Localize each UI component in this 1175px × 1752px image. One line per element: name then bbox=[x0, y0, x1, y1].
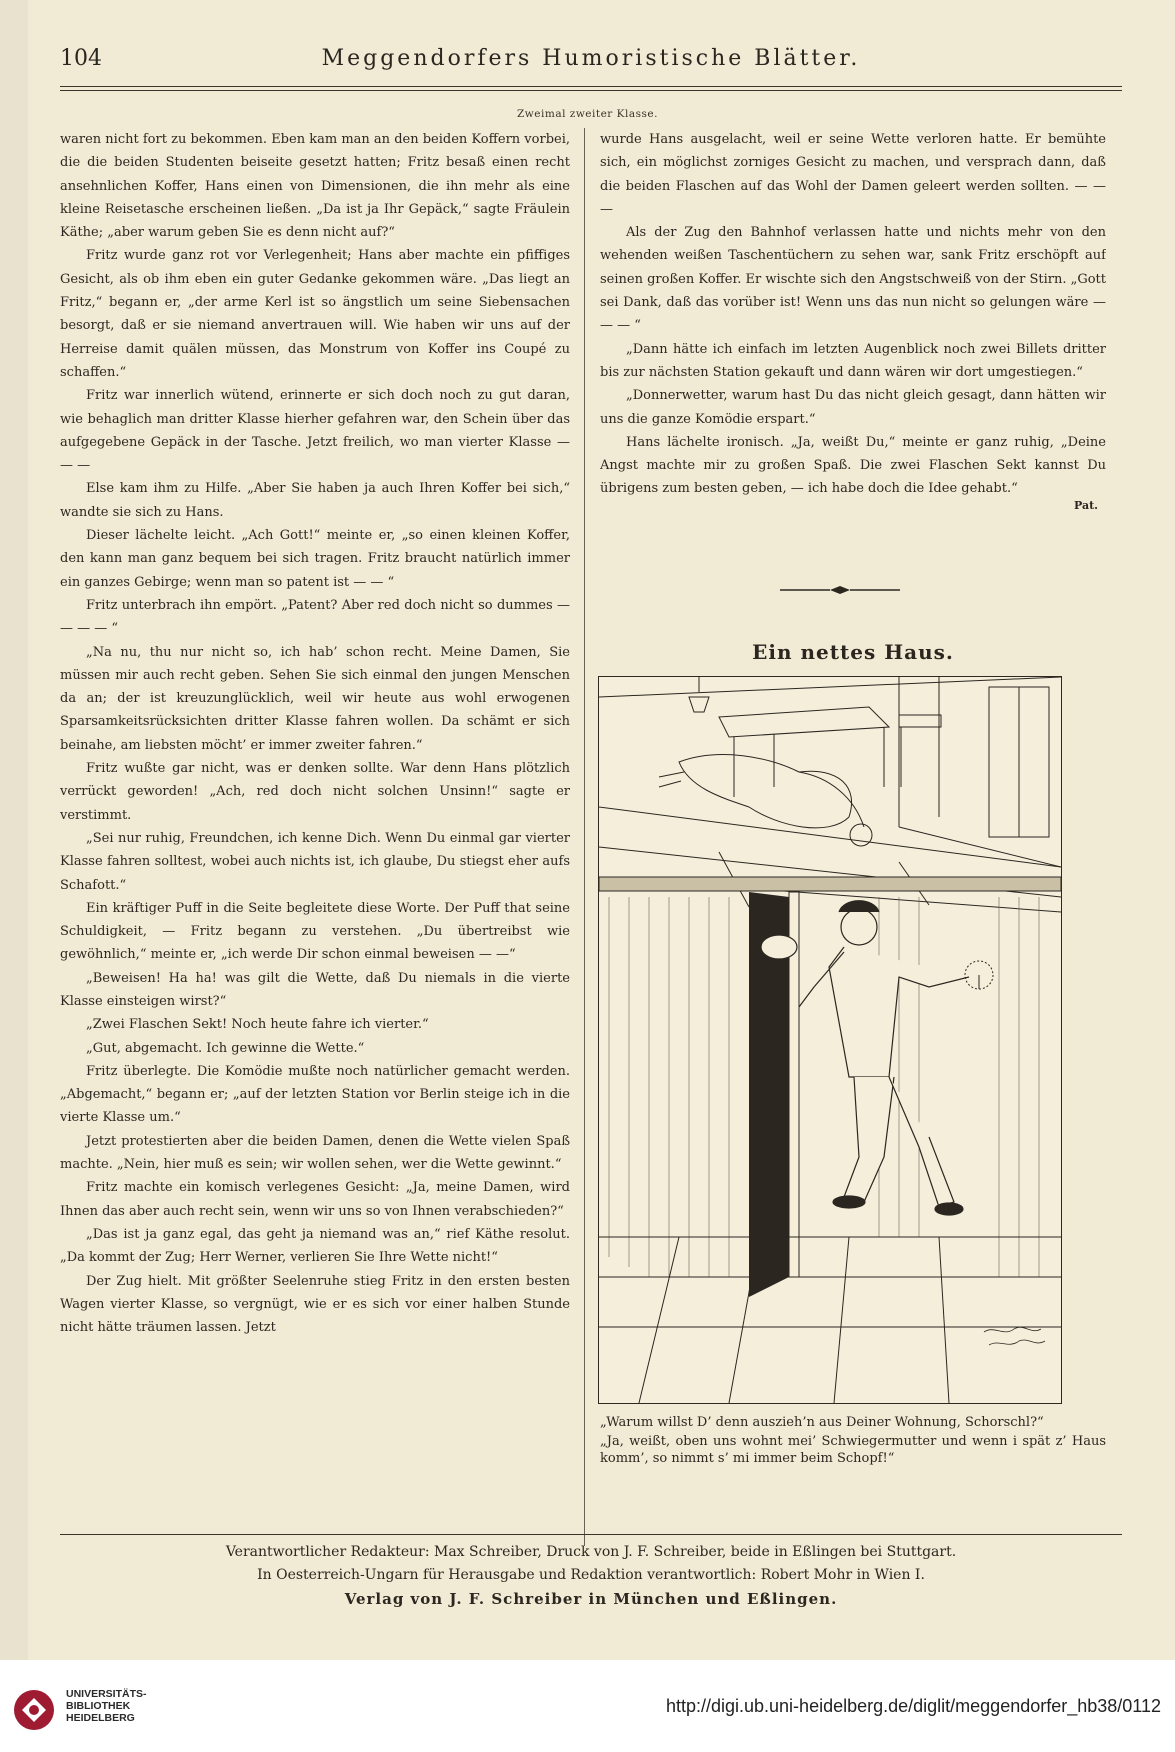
library-name: UNIVERSITÄTS- BIBLIOTHEK HEIDELBERG bbox=[66, 1688, 147, 1724]
paragraph: „Dann hätte ich einfach im letzten Augenblick noch zwei Billets dritter bis zur nächsten Station gekauft und dann wären wir dort umgestiegen.“ bbox=[600, 341, 1106, 380]
page-number: 104 bbox=[60, 46, 102, 71]
paragraph: Als der Zug den Bahnhof verlassen hatte und nichts mehr von den wehenden weißen Taschentüchern zu sehen war, sank Fritz erschöpft auf seinen großen Koffer. Er wischte sich den Angstschweiß von der Stirn. „Gott sei Dank, daß das vorüber ist! Wenn uns das nun nicht so gelungen wäre — — — “ bbox=[600, 225, 1106, 334]
illustration-title: Ein nettes Haus. bbox=[752, 640, 954, 664]
paragraph: Der Zug hielt. Mit größter Seelenruhe stieg Fritz in den ersten besten Wagen vierter Klasse, so vergnügt, wie er es sich vor einer halben Stunde nicht hätte träumen lassen. Jetzt bbox=[60, 1273, 570, 1336]
paragraph: „Donnerwetter, warum hast Du das nicht gleich gesagt, dann hätten wir uns die ganze Komödie erspart.“ bbox=[600, 388, 1106, 427]
column-separator bbox=[584, 128, 585, 1546]
running-title: Meggendorfers Humoristische Blätter. bbox=[321, 46, 861, 71]
paragraph: Jetzt protestierten aber die beiden Damen, denen die Wette vielen Spaß machte. „Nein, hier muß es sein; wir wollen sehen, wer die Wette gewinnt.“ bbox=[60, 1133, 570, 1173]
paragraph: Fritz war innerlich wütend, erinnerte er sich doch noch zu gut daran, wie behaglich man dritter Klasse hierher gefahren war, den Schein über das aufgegebene Gepäck in der Tasche. Jetzt freilich, wo man vierter Klasse — — — bbox=[60, 388, 570, 474]
paragraph: wurde Hans ausgelacht, weil er seine Wette verloren hatte. Er bemühte sich, ein möglichst zorniges Gesicht zu machen, und versprach dann, daß die beiden Flaschen auf das Wohl der Damen geleert werden sollten. — — — bbox=[600, 132, 1106, 217]
paragraph: Fritz unterbrach ihn empört. „Patent? Aber red doch nicht so dummes — — — — “ bbox=[60, 597, 570, 637]
paragraph: Fritz wußte gar nicht, was er denken sollte. War denn Hans plötzlich verrückt geworden! „Ach, red doch nicht solchen Unsinn!“ sagte er verstimmt. bbox=[60, 761, 570, 823]
paragraph: Fritz überlegte. Die Komödie mußte noch natürlicher gemacht werden. „Abgemacht,“ begann er; „auf der letzten Station vor Berlin steige ich in die vierte Klasse um.“ bbox=[60, 1063, 570, 1126]
header-rule bbox=[60, 86, 1122, 87]
paragraph: „Sei nur ruhig, Freundchen, ich kenne Dich. Wenn Du einmal gar vierter Klasse fahren solltest, wobei auch nichts ist, ich glaube, Du stiegst eher aufs Schafott.“ bbox=[60, 830, 570, 893]
paragraph: Else kam ihm zu Hilfe. „Aber Sie haben ja auch Ihren Koffer bei sich,“ wandte sie sich zu Hans. bbox=[60, 481, 570, 520]
caption-line: „Warum willst D’ denn auszieh’n aus Deiner Wohnung, Schorschl?“ bbox=[600, 1415, 1044, 1430]
source-url[interactable]: http://digi.ub.uni-heidelberg.de/diglit/meggendorfer_hb38/0112 bbox=[665, 1696, 1161, 1716]
paragraph: Fritz machte ein komisch verlegenes Gesicht: „Ja, meine Damen, wird Ihnen das aber auch recht sein, wenn wir uns so von Ihnen verabschieden?“ bbox=[60, 1180, 570, 1219]
footer-rule bbox=[60, 1534, 1122, 1535]
paragraph: „Das ist ja ganz egal, das geht ja niemand was an,“ rief Käthe resolut. „Da kommt der Zug; Herr Werner, verlieren Sie Ihre Wette nicht!“ bbox=[60, 1226, 570, 1266]
caption-line: „Ja, weißt, oben uns wohnt mei’ Schwiegermutter und wenn i spät z’ Haus komm’, so nimmt s’ mi immer beim Schopf!“ bbox=[600, 1434, 1106, 1466]
illustration-caption bbox=[600, 1414, 1106, 1469]
imprint-line: Verantwortlicher Redakteur: Max Schreiber, Druck von J. F. Schreiber, beide in Eßlingen bei Stuttgart. bbox=[225, 1544, 957, 1560]
paragraph: „Gut, abgemacht. Ich gewinne die Wette.“ bbox=[86, 1040, 365, 1056]
section-heading: Zweimal zweiter Klasse. bbox=[517, 108, 658, 120]
imprint-line: In Oesterreich-Ungarn für Herausgabe und Redaktion verantwortlich: Robert Mohr in Wien I. bbox=[257, 1567, 925, 1583]
library-bar bbox=[0, 1660, 1175, 1752]
paragraph: „Zwei Flaschen Sekt! Noch heute fahre ich vierter.“ bbox=[86, 1017, 429, 1033]
paragraph: Hans lächelte ironisch. „Ja, weißt Du,“ meinte er ganz ruhig, „Deine Angst machte mir zu großen Spaß. Die zwei Flaschen Sekt kannst Du übrigens zum besten geben, — ich habe doch die Idee gehabt.“ bbox=[600, 434, 1106, 497]
paragraph: waren nicht fort zu bekommen. Eben kam man an den beiden Koffern vorbei, die die beiden Studenten beiseite gesetzt hatten; Fritz besaß einen recht ansehnlichen Koffer, Hans einen von Dimensionen, die ihn mehr als eine kleine Reisetasche erscheinen ließen. „Da ist ja Ihr Gepäck,“ sagte Fräulein Käthe; „aber warum geben Sie es denn nicht auf?“ bbox=[60, 132, 570, 241]
paragraph: „Beweisen! Ha ha! was gilt die Wette, daß Du niemals in die vierte Klasse einsteigen wirst?“ bbox=[60, 970, 570, 1009]
cartoon-illustration bbox=[598, 676, 1062, 1404]
paragraph: Ein kräftiger Puff in die Seite begleitete diese Worte. Der Puff that seine Schuldigkeit, — Fritz begann zu verstehen. „Du übertreibst wie gewöhnlich,“ meinte er, „ich werde Dir schon einmal beweisen — —“ bbox=[60, 900, 570, 963]
header-rule-thin bbox=[60, 90, 1122, 91]
page-header bbox=[60, 44, 1122, 78]
publisher-line: Verlag von J. F. Schreiber in München und Eßlingen. bbox=[344, 1590, 838, 1608]
right-column bbox=[600, 128, 1106, 548]
paragraph: Fritz wurde ganz rot vor Verlegenheit; Hans aber machte ein pfiffiges Gesicht, als ob ihm eben ein guter Gedanke gekommen wäre. „Das liegt an Fritz,“ begann er, „der arme Kerl ist so ängstlich um seine Siebensachen besorgt, daß er sie niemand anvertrauen will. Wie haben wir uns auf der Herreise damit quälen müssen, das Monstrum von Koffer ins Coupé zu schaffen.“ bbox=[60, 248, 570, 380]
paragraph: „Na nu, thu nur nicht so, ich hab’ schon recht. Meine Damen, Sie müssen mir auch recht geben. Sehen Sie sich einmal den jungen Menschen da an; der ist kreuzunglücklich, weil wir heute aus wohl erwogenen Sparsamkeitsrücksichten dritter Klasse fahren wollen. Da schämt er sich beinahe, am liebsten möcht’ er immer zweiter fahren.“ bbox=[60, 644, 570, 753]
paragraph: Dieser lächelte leicht. „Ach Gott!“ meinte er, „so einen kleinen Koffer, den kann man ganz bequem bei sich tragen. Fritz braucht natürlich immer ein ganzes Gebirge; wenn man so patent ist — — “ bbox=[60, 528, 570, 590]
scan-edge bbox=[0, 0, 28, 1660]
ornament-divider bbox=[780, 584, 900, 596]
university-logo-icon bbox=[12, 1688, 56, 1732]
imprint-footer bbox=[60, 1540, 1122, 1612]
left-column bbox=[60, 128, 570, 1546]
author-signature: Pat. bbox=[1073, 498, 1098, 512]
